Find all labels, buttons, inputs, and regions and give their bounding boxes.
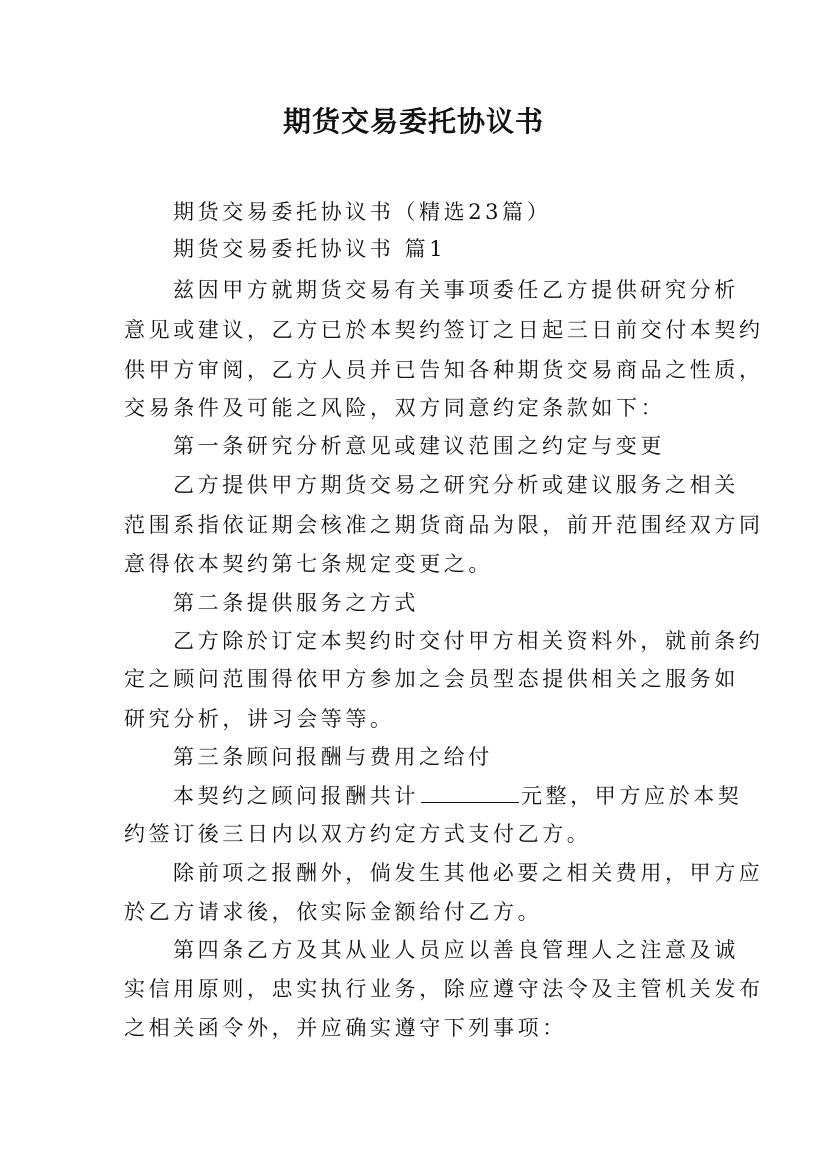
document-title: 期货交易委托协议书 bbox=[282, 105, 544, 138]
paragraph-line: 范围系指依证期会核准之期货商品为限，前开范围经双方同 bbox=[124, 513, 764, 537]
clause-heading: 第三条顾问报酬与费用之给付 bbox=[173, 745, 493, 769]
paragraph-line: 除前项之报酬外，倘发生其他必要之相关费用，甲方应 bbox=[173, 861, 764, 885]
document-subtitle: 期货交易委托协议书（精选23篇） bbox=[173, 200, 552, 224]
paragraph-line: 约签订後三日内以双方约定方式支付乙方。 bbox=[124, 822, 592, 846]
paragraph-line: 乙方提供甲方期货交易之研究分析或建议服务之相关 bbox=[173, 473, 739, 497]
clause-heading: 第二条提供服务之方式 bbox=[173, 591, 419, 615]
paragraph-line: 於乙方请求後，依实际金额给付乙方。 bbox=[124, 900, 543, 924]
paragraph-line: 供甲方审阅，乙方人员并已告知各种期货交易商品之性质， bbox=[124, 358, 764, 382]
text-after-blank: 元整，甲方应於本契 bbox=[521, 784, 743, 808]
paragraph-line: 意见或建议，乙方已於本契约签订之日起三日前交付本契约 bbox=[124, 318, 764, 342]
paragraph-line: 意得依本契约第七条规定变更之。 bbox=[124, 552, 493, 576]
clause-heading: 第一条研究分析意见或建议范围之约定与变更 bbox=[173, 434, 665, 458]
text-before-blank: 本契约之顾问报酬共计 bbox=[173, 784, 419, 808]
paragraph-line: 交易条件及可能之风险，双方同意约定条款如下： bbox=[124, 396, 666, 420]
paragraph-line: 实信用原则，忠实执行业务，除应遵守法令及主管机关发布 bbox=[124, 977, 764, 1001]
paragraph-line: 研究分析，讲习会等等。 bbox=[124, 707, 395, 731]
clause-heading: 第四条乙方及其从业人员应以善良管理人之注意及诚 bbox=[173, 938, 739, 962]
section-heading: 期货交易委托协议书 篇1 bbox=[173, 237, 447, 261]
paragraph-line-with-blank bbox=[0, 781, 827, 811]
paragraph-line: 之相关函令外，并应确实遵守下列事项： bbox=[124, 1016, 567, 1040]
paragraph-line: 乙方除於订定本契约时交付甲方相关资料外，就前条约 bbox=[173, 629, 764, 653]
paragraph-line: 定之顾问范围得依甲方参加之会员型态提供相关之服务如 bbox=[124, 667, 739, 691]
fill-in-blank bbox=[421, 784, 519, 803]
paragraph-line: 兹因甲方就期货交易有关事项委任乙方提供研究分析 bbox=[173, 278, 739, 302]
